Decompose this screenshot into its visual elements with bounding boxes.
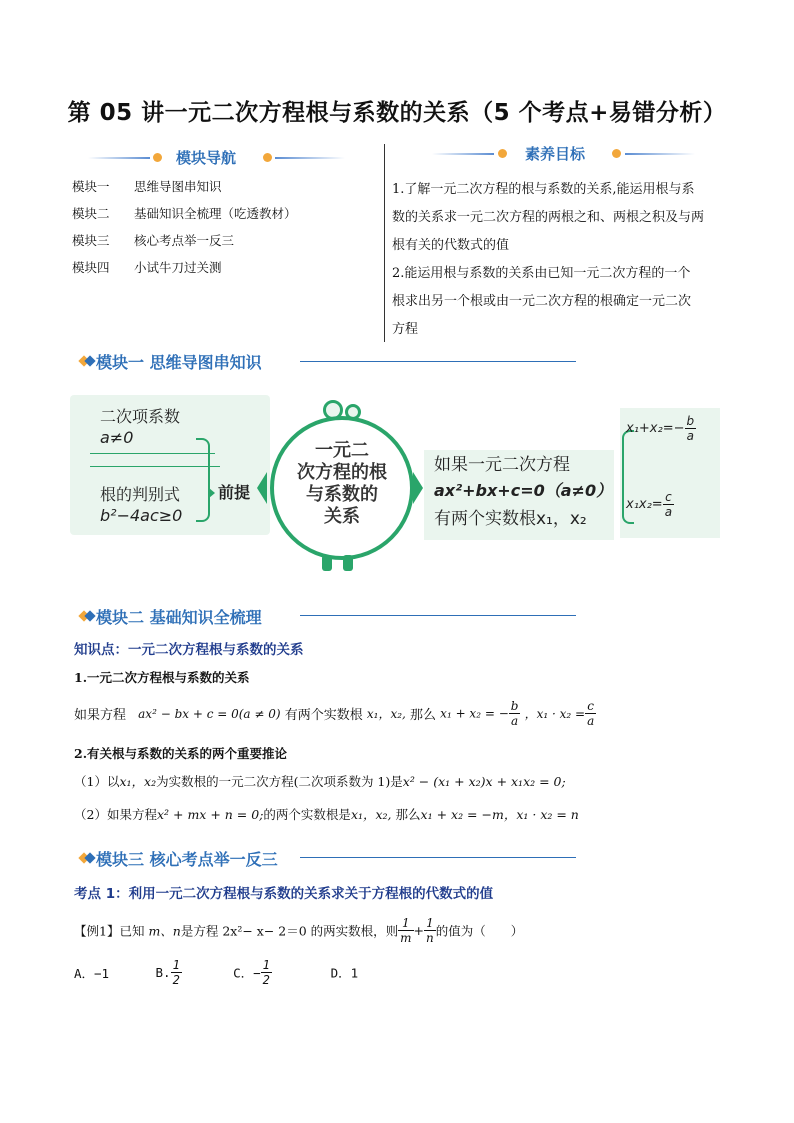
section1-statement	[74, 699, 596, 728]
s1-roots: x₁，x₂,	[366, 707, 406, 721]
ex-frac-1m	[398, 916, 413, 945]
goal-line: 1.了解一元二次方程的根与系数的关系,能运用根与系	[392, 182, 695, 197]
one: 1	[398, 916, 413, 931]
c2-roots: x₁，x₂,	[350, 807, 392, 822]
nav-item-key: 模块三	[72, 233, 110, 248]
c2-then: 那么	[395, 807, 421, 822]
knowledge-point-title: 知识点：一元二次方程根与系数的关系	[74, 642, 304, 658]
c2-text-a: （2）如果方程	[74, 807, 157, 822]
c2-result: x₁ + x₂ = −m，x₁ · x₂ = n	[420, 807, 579, 822]
s1-prod-num: c	[585, 699, 596, 714]
module3-rule	[300, 857, 576, 858]
goals-heading-dot-right	[612, 149, 621, 158]
option-c-fraction	[261, 958, 272, 987]
s1-prod-fraction	[585, 699, 596, 728]
option-b-label: B.	[155, 965, 171, 980]
goals-heading-line-left	[432, 153, 494, 155]
m: m	[400, 931, 412, 945]
prod-den: a	[664, 505, 673, 519]
nav-heading-dot-left	[153, 153, 162, 162]
sum-left: x₁+x₂=−	[626, 421, 685, 436]
sum-num: b	[686, 414, 695, 428]
ex-mn: m、n	[148, 923, 181, 939]
option-c[interactable]	[233, 958, 323, 987]
nav-heading-dot-right	[263, 153, 272, 162]
nav-item-2[interactable]	[72, 204, 297, 222]
goal-line: 根有关的代数式的值	[392, 238, 510, 253]
mindmap-discriminant-label: 根的判别式	[100, 485, 181, 504]
c1-equation: x² − (x₁ + x₂)x + x₁x₂ = 0;	[402, 774, 566, 789]
s1-equation: ax² − bx + c = 0(a ≠ 0)	[138, 706, 281, 721]
goals-heading-line-right	[625, 153, 695, 155]
prod-num: c	[663, 490, 674, 505]
nav-item-key: 模块四	[72, 260, 110, 275]
half-num: 1	[262, 958, 270, 972]
module3-heading: 模块三 核心考点举一反三	[96, 850, 278, 869]
goals-heading: 素养目标	[525, 145, 586, 163]
mindmap	[70, 390, 720, 582]
c2-text-b: 的两个实数根是	[263, 807, 351, 822]
sum-fraction	[685, 414, 697, 443]
nav-item-label: 基础知识全梳理（吃透教材）	[134, 206, 297, 221]
goal-line: 数的关系求一元二次方程的两根之和、两根之积及与两	[392, 210, 705, 225]
nav-item-label: 思维导图串知识	[134, 179, 222, 194]
s1-text-a: 如果方程	[74, 708, 127, 723]
mindmap-premise: 前提	[218, 483, 251, 502]
option-b[interactable]	[156, 958, 226, 987]
ex-text-a: 【例1】已知	[74, 923, 145, 939]
exam-point-title: 考点 1：利用一元二次方程根与系数的关系求关于方程根的代数式的值	[74, 886, 494, 902]
center-line: 与系数的	[306, 484, 378, 505]
s1-prod-den: a	[587, 714, 595, 728]
example-1	[74, 916, 523, 945]
c1-roots: x₁，x₂	[119, 774, 157, 789]
nav-item-key: 模块一	[72, 179, 110, 194]
mindmap-condition-3: 有两个实数根x₁，x₂	[434, 509, 587, 529]
option-d[interactable]: D．1	[330, 965, 359, 981]
chevron-left-icon	[257, 472, 267, 504]
robot-foot-icon	[343, 555, 353, 571]
prod-fraction	[663, 490, 674, 519]
prod-left: x₁x₂=	[626, 497, 663, 512]
options	[74, 958, 358, 987]
option-b-fraction	[171, 958, 182, 987]
mindmap-discriminant-cond: b²−4ac≥0	[100, 506, 183, 525]
c1-text-b: 为实数根的一元二次方程(二次项系数为 1)是	[156, 774, 403, 789]
center-line: 一元二	[315, 440, 369, 461]
nav-item-1[interactable]	[72, 177, 222, 195]
mindmap-coef-label: 二次项系数	[100, 407, 181, 426]
module1-heading: 模块一 思维导图串知识	[96, 353, 262, 372]
goal-line: 2.能运用根与系数的关系由已知一元二次方程的一个	[392, 266, 691, 281]
nav-heading: 模块导航	[176, 149, 237, 167]
center-line: 关系	[324, 506, 360, 527]
arrow-right-icon	[209, 488, 215, 498]
nav-item-label: 小试牛刀过关测	[134, 260, 222, 275]
s1-then: 那么	[410, 708, 437, 723]
ex-text-c: 的值为（ ）	[435, 923, 524, 939]
mindmap-left-bracket	[196, 438, 210, 522]
c1-text-a: （1）以	[74, 774, 120, 789]
section2-title: 2.有关根与系数的关系的两个重要推论	[74, 746, 288, 761]
page-title: 第 05 讲一元二次方程根与系数的关系（5 个考点+易错分析）	[67, 100, 727, 126]
nav-heading-line-left	[88, 157, 150, 159]
nav-item-key: 模块二	[72, 206, 110, 221]
ex-frac-1n	[424, 916, 436, 945]
goals-heading-dot-left	[498, 149, 507, 158]
module2-rule	[300, 615, 576, 616]
chevron-right-icon	[413, 472, 423, 504]
module1-rule	[300, 361, 576, 362]
half-num: 1	[172, 958, 180, 972]
goal-line: 根求出另一个根或由一元二次方程的根确定一元二次	[392, 294, 692, 309]
s1-sum-num: b	[510, 699, 519, 713]
goals-body	[392, 176, 730, 344]
mindmap-condition-2: ax²+bx+c=0（a≠0）	[434, 481, 613, 500]
ex-text-b: 是方程 2x²− x− 2＝0 的两实数根，则	[180, 923, 399, 939]
s1-sum: x₁ + x₂ = −	[440, 706, 509, 721]
s1-product: ，x₁ · x₂ =	[524, 707, 586, 721]
column-divider	[384, 144, 385, 342]
sum-den: a	[686, 429, 694, 443]
mindmap-center-label	[274, 440, 410, 528]
goal-line: 方程	[392, 322, 419, 337]
n: n	[426, 931, 434, 945]
nav-heading-line-right	[275, 157, 345, 159]
s1-text-b: 有两个实数根	[284, 708, 363, 723]
corollary-1	[74, 772, 566, 790]
option-c-label: C．−	[233, 965, 261, 981]
half-den: 2	[262, 973, 270, 987]
mindmap-coef-cond: a≠0	[100, 428, 134, 447]
center-line: 次方程的根	[297, 462, 387, 483]
nav-item-label: 核心考点举一反三	[134, 233, 235, 248]
s1-sum-fraction	[509, 699, 521, 728]
c2-equation: x² + mx + n = 0;	[156, 807, 264, 822]
nav-item-3[interactable]	[72, 231, 234, 249]
nav-item-4[interactable]	[72, 258, 222, 276]
half-den: 2	[172, 973, 180, 987]
corollary-2	[74, 805, 579, 823]
mindmap-product-result	[626, 490, 674, 519]
plus-sign: +	[413, 923, 425, 938]
module2-heading: 模块二 基础知识全梳理	[96, 608, 262, 627]
robot-foot-icon	[322, 555, 332, 571]
section1-title: 1.一元二次方程根与系数的关系	[74, 670, 250, 685]
s1-sum-den: a	[511, 714, 519, 728]
option-a[interactable]: A．−1	[74, 965, 110, 981]
one: 1	[424, 916, 436, 931]
mindmap-sum-result	[626, 414, 696, 443]
mindmap-condition-1: 如果一元二次方程	[434, 455, 570, 475]
